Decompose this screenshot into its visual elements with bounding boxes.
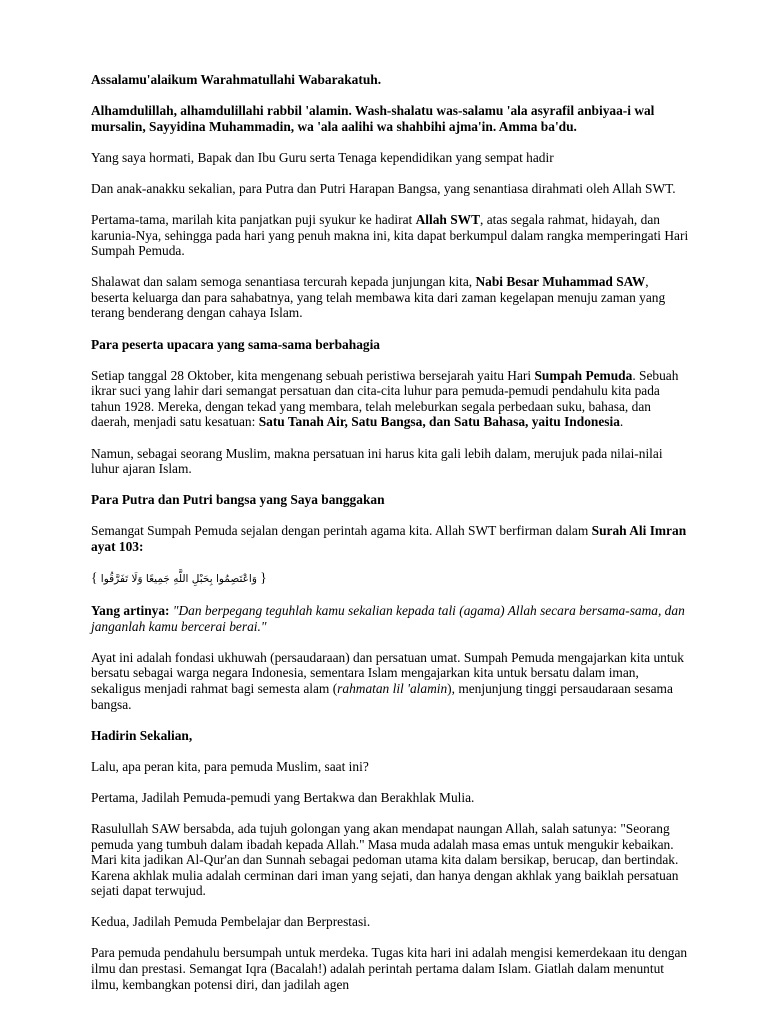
text: , beserta keluarga dan para sahabatnya, yang telah membawa kita dari zaman kegelapan menuju zaman yang terang benderang dengan cahaya Islam. (91, 274, 666, 321)
paragraph-history (91, 368, 689, 430)
text: . Sebuah ikrar suci yang lahir dari semangat persatuan dan cita-cita luhur para pemuda-pemudi pendahulu kita pada tahun 1928. Mereka, dengan tekad yang membara, telah meleburkan segala perbedaan suku, bahasa, dan daerah, menjadi satu kesatuan: (91, 367, 679, 430)
text: , atas segala rahmat, hidayah, dan karunia-Nya, sehingga pada hari yang penuh makna ini, kita dapat berkumpul dalam rangka memperingati Hari Sumpah Pemuda. (91, 211, 689, 259)
paragraph-gratitude (91, 212, 689, 259)
arabic-verse (91, 570, 689, 588)
text: Pertama-tama, marilah kita panjatkan puji syukur ke hadirat (91, 211, 416, 227)
paragraph-ukhuwah (91, 650, 689, 712)
paragraph-learning: Para pemuda pendahulu bersumpah untuk merdeka. Tugas kita hari ini adalah mengisi kemerdekaan itu dengan ilmu dan prestasi. Semangat Iqra (Bacalah!) adalah perintah pertama dalam Islam. Giatlah dalam menuntut ilmu, kembangkan potensi diri, dan jadilah agen (91, 945, 688, 992)
heading-audience: Hadirin Sekalian, (91, 727, 193, 743)
bold-text: Yang artinya: (91, 603, 173, 619)
heading-youth: Para Putra dan Putri bangsa yang Saya banggakan (91, 492, 385, 508)
text: ), menjunjung tinggi persaudaraan sesama bangsa. (91, 680, 673, 712)
paragraph-question: Lalu, apa peran kita, para pemuda Muslim, saat ini? (91, 758, 369, 774)
greeting: Assalamu'alaikum Warahmatullahi Wabarakatuh. (91, 72, 382, 87)
text: Semangat Sumpah Pemuda sejalan dengan perintah agama kita. Allah SWT berfirman dalam (91, 523, 592, 539)
bold-text: Nabi Besar Muhammad SAW (475, 274, 646, 290)
text: Setiap tanggal 28 Oktober, kita mengenang sebuah peristiwa bersejarah yaitu Hari (91, 367, 535, 383)
document-page (91, 72, 689, 1008)
bold-text: Satu Tanah Air, Satu Bangsa, dan Satu Bahasa, yaitu Indonesia (258, 414, 620, 430)
heading-participants: Para peserta upacara yang sama-sama berbahagia (91, 336, 380, 352)
bold-text: Allah SWT (415, 211, 480, 227)
paragraph-translation (91, 603, 689, 634)
text: . (619, 414, 624, 430)
paragraph-second-point: Kedua, Jadilah Pemuda Pembelajar dan Berprestasi. (91, 914, 371, 930)
respect-students: Dan anak-anakku sekalian, para Putra dan Putri Harapan Bangsa, yang senantiasa dirahmati oleh Allah SWT. (91, 180, 676, 196)
italic-text: "Dan berpegang teguhlah kamu sekalian kepada tali (agama) Allah secara bersama-sama, dan janganlah kamu bercerai berai." (91, 603, 685, 634)
paragraph-muslim-unity: Namun, sebagai seorang Muslim, makna persatuan ini harus kita gali lebih dalam, merujuk pada nilai-nilai luhur ajaran Islam. (91, 445, 663, 477)
bold-text: Sumpah Pemuda (534, 367, 633, 383)
paragraph-shalawat (91, 274, 689, 321)
paragraph-hadith: Rasulullah SAW bersabda, ada tujuh golongan yang akan mendapat naungan Allah, salah satunya: "Seorang pemuda yang tumbuh dalam ibadah kepada Allah." Masa muda adalah masa emas untuk mengukir kebaikan. Mari kita jadikan Al-Qur'an dan Sunnah sebagai pedoman utama kita dalam bersikap, berucap, dan bertindak. Karena akhlak mulia adalah cerminan dari iman yang sejati, dan hanya dengan akhlak yang baiklah persatuan sejati dapat terwujud. (91, 820, 679, 899)
respect-teachers: Yang saya hormati, Bapak dan Ibu Guru serta Tenaga kependidikan yang sempat hadir (91, 149, 554, 165)
paragraph-first-point: Pertama, Jadilah Pemuda-pemudi yang Bertakwa dan Berakhlak Mulia. (91, 789, 475, 805)
brace-close: } (260, 569, 267, 585)
italic-text: rahmatan lil 'alamin (337, 680, 448, 696)
bold-text: Surah Ali Imran ayat 103: (91, 523, 687, 554)
text: Ayat ini adalah fondasi ukhuwah (persaudaraan) dan persatuan umat. Sumpah Pemuda mengajarkan kita untuk bersatu sebagai warga negara Indonesia, sementara Islam mengajarkan kita untuk bersatu dalam iman, sekaligus menjadi rahmat bagi semesta alam ( (91, 649, 684, 696)
paragraph-quran-reference (91, 523, 689, 554)
brace-open: { (91, 569, 98, 585)
opening-praise: Alhamdulillah, alhamdulillahi rabbil 'alamin. Wash-shalatu was-salamu 'ala asyrafil anbiyaa-i wal mursalin, Sayyidina Muhammadin, wa 'ala aalihi wa shahbihi ajma'in. Amma ba'du. (91, 103, 655, 134)
arabic-text: وَاعْتَصِمُوا بِحَبْلِ اللَّهِ جَمِيعًا وَلَا تَفَرَّقُوا (100, 572, 257, 585)
text: Shalawat dan salam semoga senantiasa tercurah kepada junjungan kita, (91, 274, 476, 290)
